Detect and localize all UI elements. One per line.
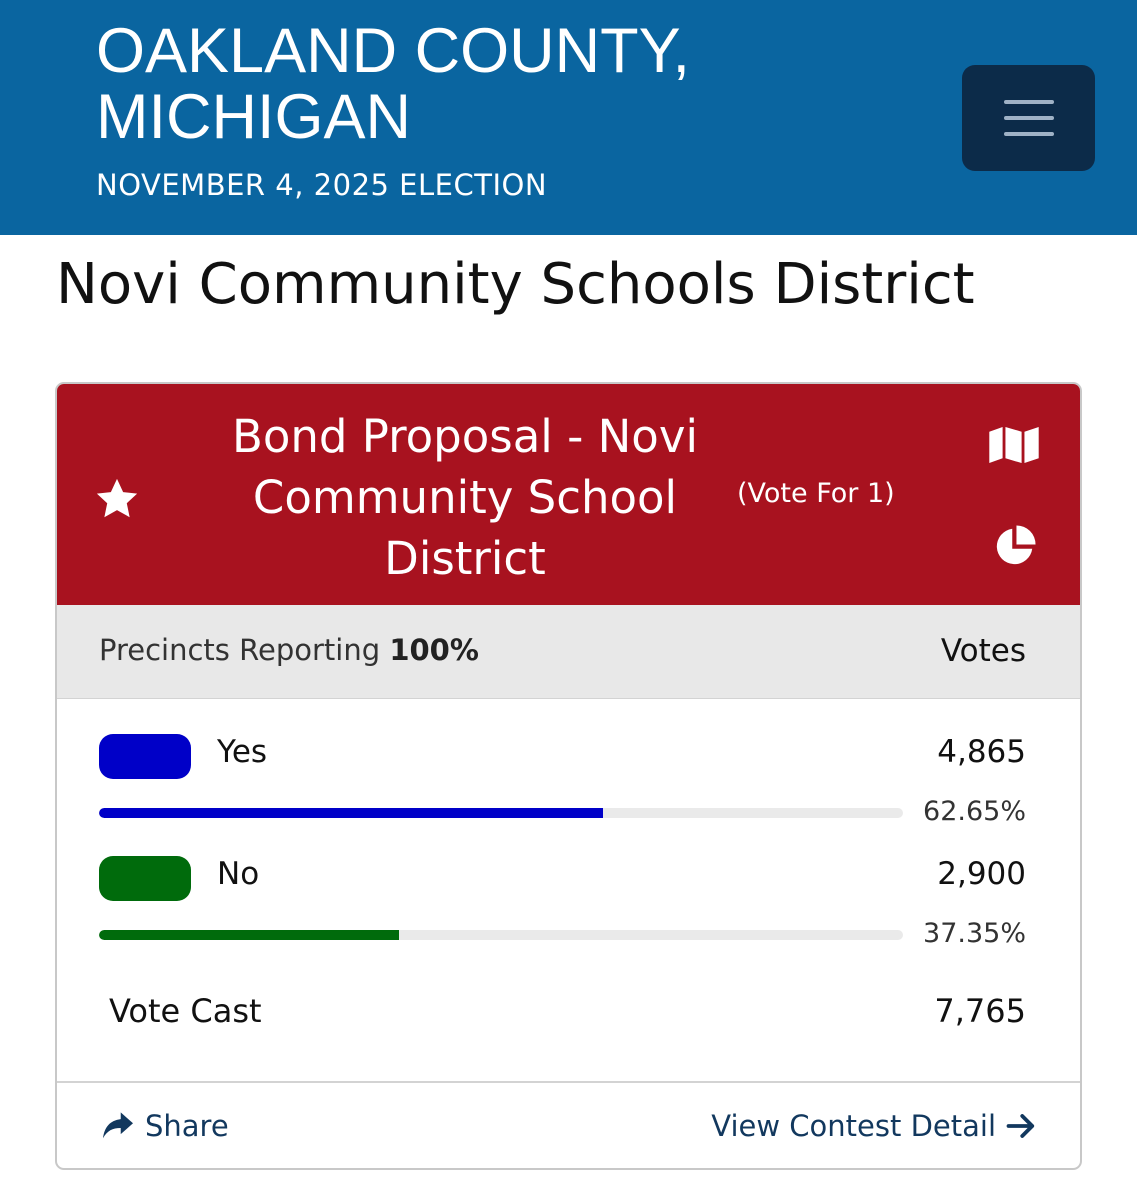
choice-name: No	[217, 856, 260, 892]
choice-percent: 37.35%	[923, 918, 1026, 949]
precincts-reporting-label: Precincts Reporting	[99, 633, 381, 667]
page-title: Novi Community Schools District	[56, 252, 975, 317]
site-header	[0, 0, 1137, 235]
choice-percent: 62.65%	[923, 796, 1026, 827]
choice-progress-fill	[99, 808, 603, 818]
menu-button[interactable]	[962, 65, 1095, 171]
contest-footer	[57, 1081, 1080, 1170]
star-icon[interactable]	[93, 476, 141, 522]
vote-for-label: (Vote For 1)	[737, 478, 895, 509]
county-title: OAKLAND COUNTY, MICHIGAN	[96, 16, 690, 152]
choice-votes: 4,865	[937, 734, 1026, 770]
choice-progress-bar	[99, 930, 903, 940]
pie-chart-icon[interactable]	[992, 524, 1038, 568]
map-icon[interactable]	[989, 426, 1039, 464]
vote-cast-value: 7,765	[934, 992, 1026, 1030]
contest-card	[55, 382, 1082, 1170]
share-icon	[101, 1111, 135, 1141]
precincts-reporting-row	[57, 605, 1080, 699]
contest-header	[57, 384, 1080, 605]
precincts-reporting	[99, 633, 479, 667]
choice-color-swatch	[99, 856, 191, 901]
view-contest-detail-link[interactable]	[711, 1109, 1036, 1143]
choice-progress-fill	[99, 930, 399, 940]
contest-name: Bond Proposal - Novi Community School District	[232, 410, 698, 585]
votes-column-header: Votes	[940, 633, 1026, 669]
share-label: Share	[145, 1109, 229, 1143]
arrow-right-icon	[1006, 1113, 1036, 1139]
choice-votes: 2,900	[937, 856, 1026, 892]
share-link[interactable]	[101, 1109, 229, 1143]
precincts-reporting-value: 100%	[389, 633, 479, 667]
vote-cast-label: Vote Cast	[109, 992, 262, 1030]
choice-name: Yes	[217, 734, 268, 770]
choice-progress-bar	[99, 808, 903, 818]
choice-color-swatch	[99, 734, 191, 779]
election-subtitle: NOVEMBER 4, 2025 ELECTION	[96, 168, 548, 202]
view-contest-detail-label: View Contest Detail	[711, 1109, 996, 1143]
